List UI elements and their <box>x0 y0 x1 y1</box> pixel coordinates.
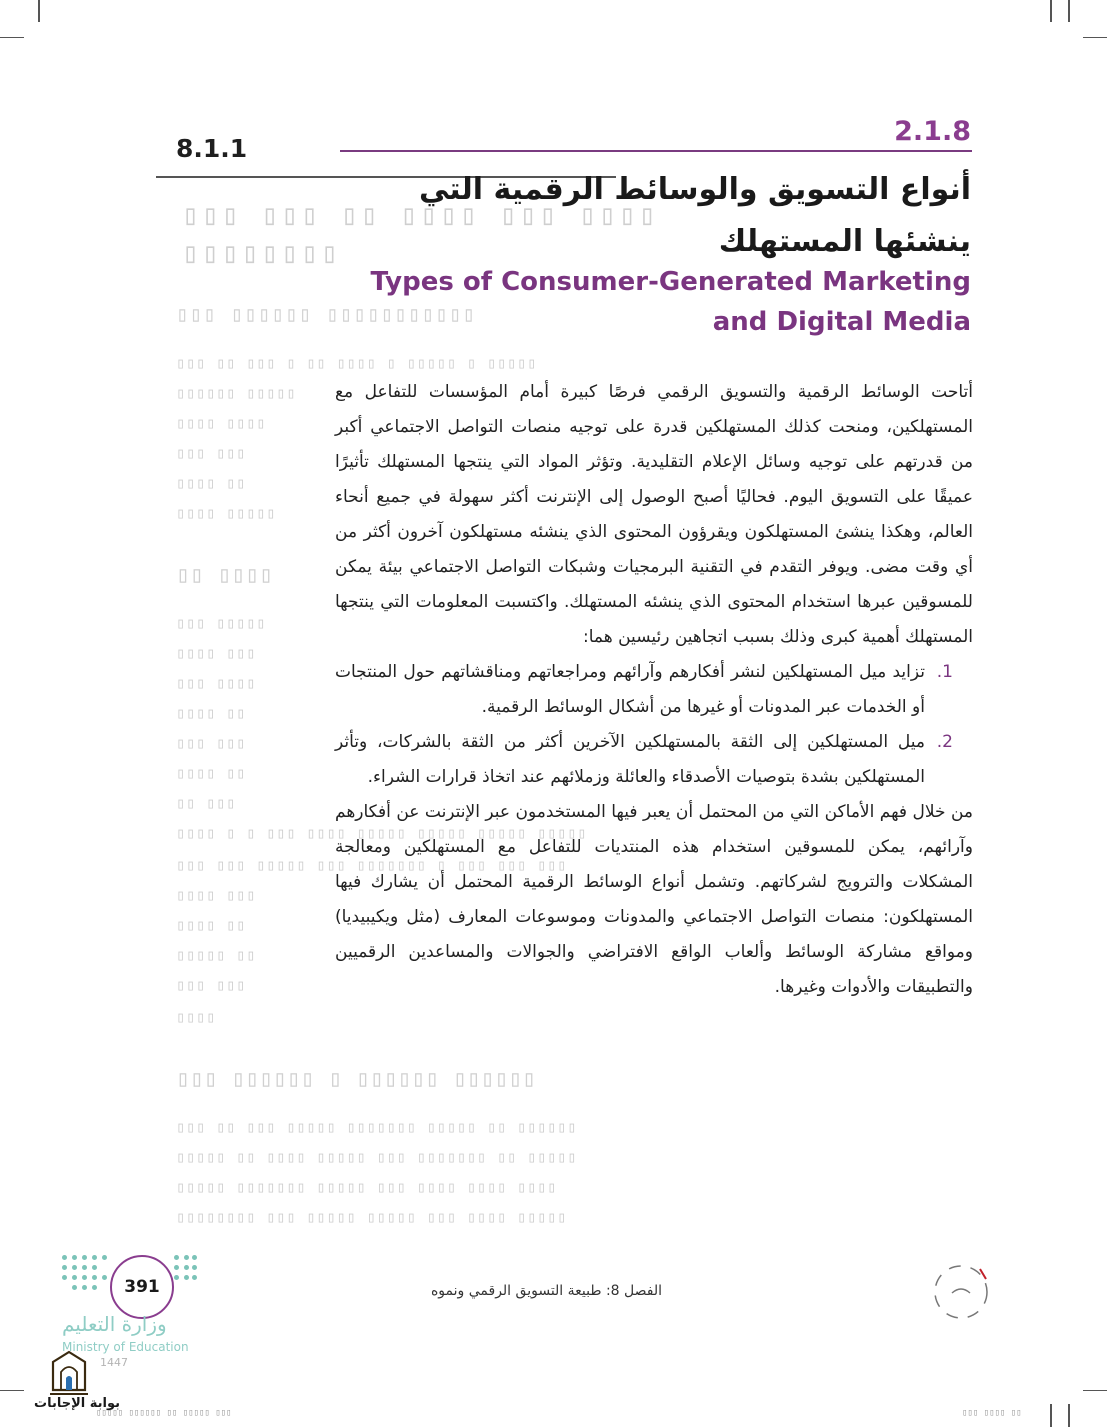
list-item <box>335 725 973 795</box>
crop-mark <box>1083 37 1107 38</box>
crop-mark <box>0 1390 24 1391</box>
crop-mark <box>1083 1390 1107 1391</box>
ministry-logo-dots <box>62 1255 110 1310</box>
show-through-text: ▯▯▯▯▯ ▯▯▯▯▯▯▯ ▯▯▯▯▯ ▯▯▯ ▯▯▯▯ ▯▯▯▯ ▯▯▯▯ <box>176 1178 558 1196</box>
show-through-text: ▯▯▯▯ ▯▯ <box>176 764 247 782</box>
show-through-text: ▯▯▯ ▯▯▯▯▯ <box>176 614 267 632</box>
show-through-text: ▯▯▯▯▯▯ ▯▯▯▯▯ <box>176 384 297 402</box>
crop-mark <box>0 37 24 38</box>
show-through-text: ▯▯▯▯ ▯▯▯ <box>176 886 257 904</box>
chapter-footer: الفصل 8: طبيعة التسويق الرقمي ونموه <box>430 1283 663 1299</box>
show-through-text: ▯▯▯ ▯▯▯ ▯▯ ▯▯▯▯ ▯▯▯ ▯▯▯▯ <box>182 198 659 231</box>
show-through-text: ▯▯ ▯▯▯▯ <box>176 562 273 588</box>
ministry-name-english: Ministry of Education <box>62 1340 189 1354</box>
show-through-text: ▯▯▯▯▯ ▯▯ ▯▯▯▯ ▯▯▯▯▯ ▯▯▯ ▯▯▯▯▯▯▯ ▯▯ ▯▯▯▯▯ <box>176 1148 578 1166</box>
paragraph-intro: أتاحت الوسائط الرقمية والتسويق الرقمي فرصًا كبيرة أمام المؤسسات للتفاعل مع المستهلكين، ومنحت كذلك المستهلكين قدرة على توجيه منصات التواصل الاجتماعي أكبر من قدرتهم على توجيه وسائل الإعلام التقليدية. وتؤثر المواد التي ينتجها المستهلك تأثيرًا عميقًا على التسويق اليوم. فحاليًا أصبح الوصول إلى الإنترنت أكثر سهولة في جميع أنحاء العالم، وهكذا ينشئ المستهلكون ويقرؤون المحتوى الذي ينشئه مستهلكون آخرون أكثر من أي وقت مضى. ويوفر التقدم في التقنية البرمجيات وشبكات التواصل الاجتماعي بيئة يمكن للمسوقين عبرها استخدام المحتوى الذي ينشئه المستهلك. واكتسبت المعلومات التي ينتجها المستهلك أهمية كبرى وذلك بسبب اتجاهين رئيسين هما: <box>335 382 973 647</box>
crop-mark <box>1068 0 1070 22</box>
list-item <box>335 655 973 725</box>
section-number-left: 8.1.1 <box>176 134 248 163</box>
show-through-text: ▯▯▯ ▯▯▯▯ <box>176 674 257 692</box>
page-number: 391 <box>110 1255 174 1319</box>
trend-list <box>335 655 973 795</box>
body-text <box>335 375 973 1005</box>
title-arabic: أنواع التسويق والوسائط الرقمية التي ينشئها المستهلك <box>418 172 971 259</box>
stamp-icon <box>932 1263 990 1321</box>
show-through-text: ▯▯▯ ▯▯▯▯▯▯ ▯▯▯▯▯▯▯▯▯▯▯ <box>176 302 477 326</box>
show-through-text: ▯▯▯▯ <box>176 1008 217 1026</box>
show-through-text: ▯▯▯▯▯▯▯▯ <box>182 236 341 269</box>
ministry-year: 1447 <box>100 1356 128 1369</box>
title-english: Types of Consumer-Generated Marketing and Digital Media <box>370 267 971 337</box>
heading-rule <box>340 150 972 152</box>
show-through-text: ▯▯▯ ▯▯ ▯▯▯ ▯ ▯▯ ▯▯▯▯ ▯ ▯▯▯▯▯ ▯ ▯▯▯▯▯ <box>176 354 538 372</box>
show-through-text: ▯▯▯▯ ▯▯▯▯▯ <box>176 504 277 522</box>
list-item-text: ميل المستهلكين إلى الثقة بالمستهلكين الآخرين أكثر من الثقة بالشركات، وتأثر المستهلكين بشدة بتوصيات الأصدقاء والعائلة وزملائهم عند اتخاذ قرارات الشراء. <box>335 732 925 787</box>
ministry-logo-dots <box>170 1255 198 1310</box>
crop-mark <box>1068 1404 1070 1427</box>
portal-seal-icon <box>48 1350 90 1396</box>
paragraph-media-types: من خلال فهم الأماكن التي من المحتمل أن يعبر فيها المستخدمون عبر الإنترنت عن أفكارهم وآرائهم، يمكن للمسوقين استخدام هذه المنتديات للتفاعل مع المستهلكين ومعالجة المشكلات والترويج لشركاتهم. وتشمل أنواع الوسائط الرقمية المحتمل أن يشارك فيها المستهلكون: منصات التواصل الاجتماعي والمدونات وموسوعات المعارف (مثل ويكيبيديا) ومواقع مشاركة الوسائط وألعاب الواقع الافتراضي والجوالات والمساعدين الرقميين والتطبيقات والأدوات وغيرها. <box>335 802 973 997</box>
show-through-text: ▯▯▯ ▯▯▯▯▯▯ ▯ ▯▯▯▯▯▯ ▯▯▯▯▯▯ <box>176 1066 537 1092</box>
show-through-text: ▯▯▯ ▯▯ ▯▯▯ ▯▯▯▯▯ ▯▯▯▯▯▯▯ ▯▯▯▯▯ ▯▯ ▯▯▯▯▯▯ <box>176 1118 578 1136</box>
show-through-text: ▯▯▯ ▯▯▯ <box>176 976 247 994</box>
show-through-text: ▯▯▯▯▯ ▯▯ <box>176 946 257 964</box>
show-through-text: ▯▯▯▯ ▯▯▯ <box>176 644 257 662</box>
crop-mark <box>38 0 40 22</box>
list-number: 1. <box>936 662 953 682</box>
show-through-text: ▯▯▯▯ ▯▯ <box>176 704 247 722</box>
show-through-text: ▯▯▯▯▯▯▯▯ ▯▯▯ ▯▯▯▯▯ ▯▯▯▯▯ ▯▯▯ ▯▯▯▯ ▯▯▯▯▯ <box>176 1208 568 1226</box>
show-through-text: ▯▯▯▯ ▯▯▯▯ <box>176 414 267 432</box>
show-through-text: ▯▯ ▯▯▯ <box>176 794 237 812</box>
section-number: 2.1.8 <box>894 116 971 147</box>
print-slug: ▯▯▯▯▯ ▯▯▯▯▯▯ ▯▯ ▯▯▯▯▯ ▯▯▯ <box>96 1408 232 1418</box>
crop-mark <box>1050 0 1052 22</box>
show-through-text: ▯▯▯ ▯▯▯ <box>176 734 247 752</box>
show-through-text: ▯▯▯ ▯▯▯ ▯▯▯▯▯ ▯▯▯ ▯▯▯▯▯▯▯ ▯ ▯▯▯ ▯▯▯ ▯▯▯ <box>176 856 568 874</box>
show-through-text: ▯▯▯▯ ▯ ▯ ▯▯▯ ▯▯▯▯ ▯▯▯▯▯ ▯▯▯▯▯ ▯▯▯▯▯ ▯▯▯▯▯ <box>176 824 588 842</box>
list-item-text: تزايد ميل المستهلكين لنشر أفكارهم وآرائهم ومراجعاتهم ومناقشاتهم حول المنتجات أو الخدمات عبر المدونات أو غيرها من أشكال الوسائط الرقمية. <box>335 662 925 717</box>
portal-name: بوابة الإجابات <box>34 1396 120 1411</box>
print-slug: ▯▯▯ ▯▯▯▯ ▯▯ <box>962 1408 1022 1418</box>
crop-mark <box>1050 1404 1052 1427</box>
show-through-text: ▯▯▯▯ ▯▯ <box>176 916 247 934</box>
list-number: 2. <box>936 732 953 752</box>
ministry-name-arabic: وزارة التعليم <box>62 1312 167 1336</box>
show-through-text: ▯▯▯ ▯▯▯ <box>176 444 247 462</box>
show-through-text: ▯▯▯▯ ▯▯ <box>176 474 247 492</box>
